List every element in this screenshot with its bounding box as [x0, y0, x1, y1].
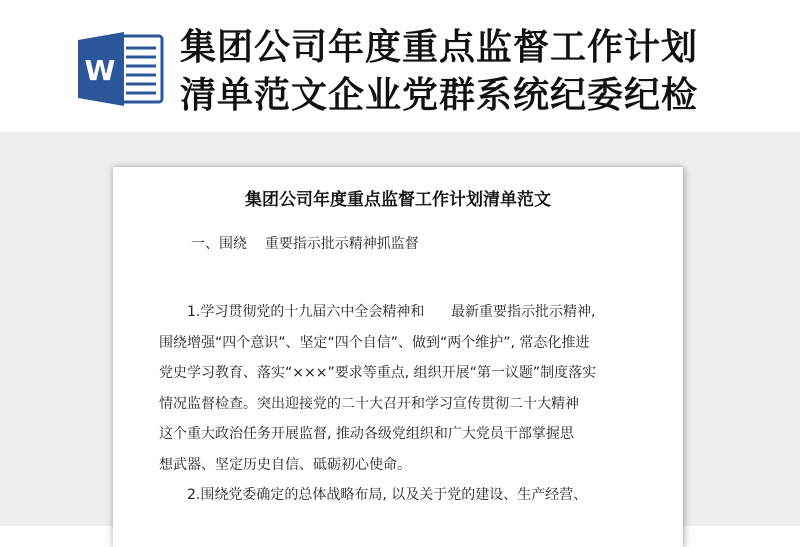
word-document-icon	[76, 30, 164, 108]
banner-title	[180, 24, 780, 120]
banner-title-line-2: 清单范文企业党群系统纪委纪检	[180, 75, 699, 116]
paragraph-line: 党史学习教育、落实“×××”要求等重点, 组织开展“第一议题”制度落实	[159, 365, 597, 381]
document-body	[159, 297, 659, 511]
paragraph-line: 这个重大政治任务开展监督, 推动各级党组织和广大党员干部掌握思	[159, 426, 574, 442]
paragraph-line: 想武器、坚定历史自信、砥砺初心使命。	[159, 456, 411, 473]
document-page	[113, 167, 683, 547]
paragraph-line: 2.围绕党委确定的总体战略布局, 以及关于党的建设、生产经营、	[187, 487, 588, 503]
document-title: 集团公司年度重点监督工作计划清单范文	[245, 190, 551, 210]
svg-text:W: W	[84, 54, 116, 87]
header-banner	[0, 0, 800, 132]
paragraph-line: 围绕增强“四个意识”、坚定“四个自信”、做到“两个维护”, 常态化推进	[159, 334, 590, 351]
section-heading: 一、围绕 重要指示批示精神抓监督	[191, 236, 419, 252]
banner-title-line-1: 集团公司年度重点监督工作计划	[180, 27, 699, 68]
paragraph-line: 情况监督检查。突出迎接党的二十大召开和学习宣传贯彻二十大精神	[159, 395, 579, 412]
paragraph-line: 1.学习贯彻党的十九届六中全会精神和 最新重要指示批示精神,	[187, 304, 596, 320]
